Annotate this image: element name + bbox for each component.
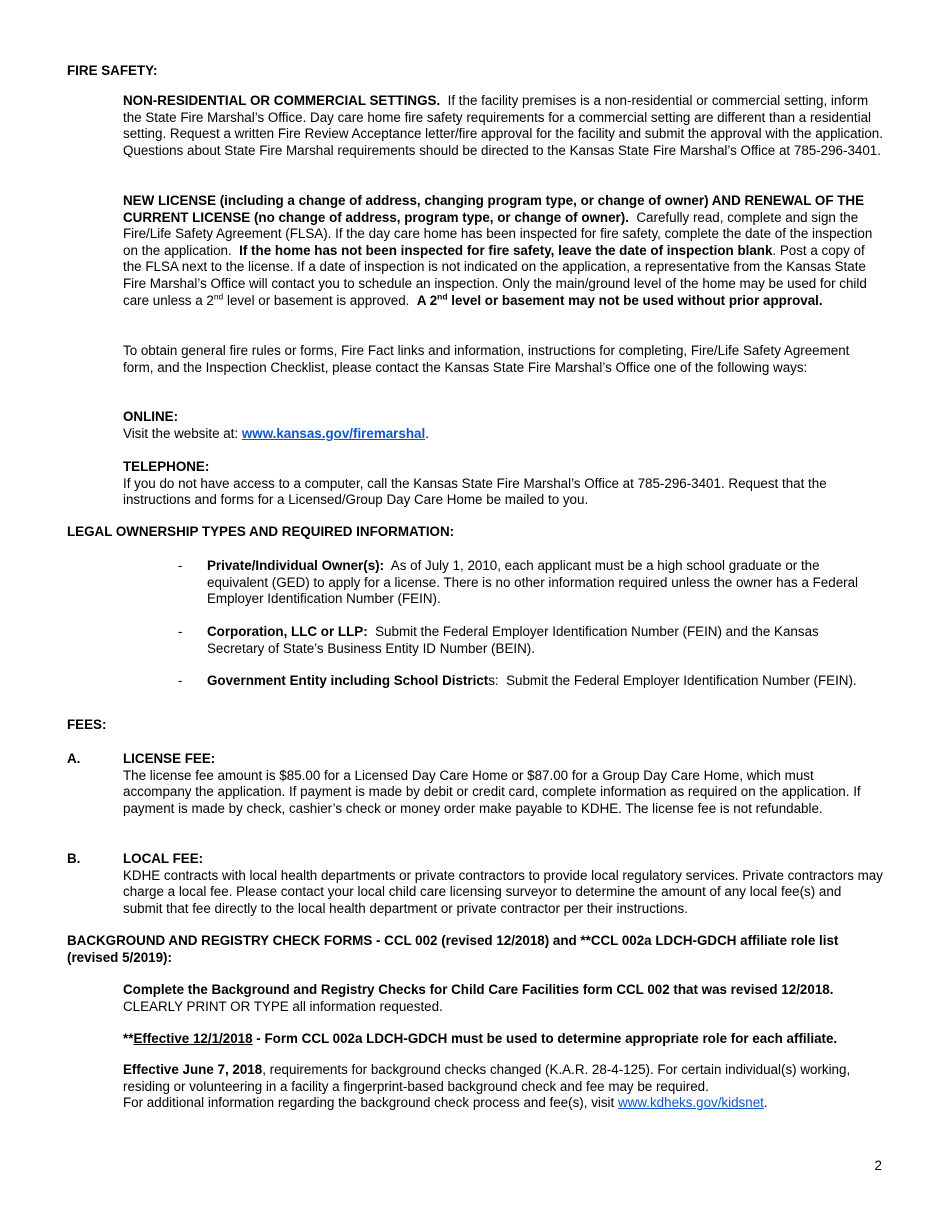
- license-fee-title: LICENSE FEE:: [123, 751, 216, 766]
- ownership-item-label-tail: s:: [488, 673, 499, 688]
- background-complete-bold: Complete the Background and Registry Checks for Child Care Facilities form CCL 002 that was revised 12/2018.: [123, 982, 834, 997]
- nonresidential-title: NON-RESIDENTIAL OR COMMERCIAL SETTINGS.: [123, 93, 441, 108]
- general-info-text: To obtain general fire rules or forms, Fire Fact links and information, instructions for completing, Fire/Life Safety Agreement form, and the Inspection Checklist, please contact the Kansas State Fire Marshal’s Office one of the following ways:: [123, 343, 850, 375]
- background-complete-plain: CLEARLY PRINT OR TYPE all information requested.: [123, 998, 443, 1014]
- new-license-body1: Carefully read, complete and sign the Fire/Life Safety Agreement (FLSA). If the day care home has been inspected for fire safety, complete the date of the inspection on the application.: [123, 209, 873, 258]
- effective-date-2: Effective June 7, 2018: [123, 1062, 263, 1077]
- local-fee-title: LOCAL FEE:: [123, 851, 204, 866]
- ownership-item: [207, 558, 867, 608]
- online-section: [123, 409, 883, 442]
- effective-2-line2: For additional information regarding the background check process and fee(s), visit: [123, 1095, 615, 1111]
- bullet-dash: -: [178, 673, 183, 688]
- general-info-paragraph: [123, 343, 883, 376]
- telephone-section: [123, 459, 883, 509]
- new-license-sup2: nd: [437, 291, 448, 302]
- online-heading: ONLINE:: [123, 409, 179, 424]
- new-license-bold1: If the home has not been inspected for fire safety, leave the date of inspection blank: [239, 242, 773, 258]
- background-heading: BACKGROUND AND REGISTRY CHECK FORMS - CCL 002 (revised 12/2018) and **CCL 002a LDCH-GDCH affiliate role list (revised 5/2019):: [67, 933, 839, 965]
- new-license-bold2a: A 2: [416, 292, 438, 308]
- background-complete: [123, 982, 883, 1015]
- page-number: 2: [874, 1158, 882, 1173]
- online-after: .: [425, 425, 429, 441]
- fire-safety-heading: FIRE SAFETY:: [67, 63, 158, 78]
- nonresidential-body: If the facility premises is a non-residential or commercial setting, inform the State Fire Marshal’s Office. Day care home fire safety requirements for a commercial setting are different than a residential setting. Request a written Fire Review Acceptance letter/fire approval for the facility and submit the approval with the application. Questions about State Fire Marshal requirements should be directed to the Kansas State Fire Marshal’s Office at 785-296-3401.: [123, 93, 883, 158]
- effective-2-after: .: [763, 1095, 768, 1111]
- ownership-item: [207, 624, 867, 657]
- ownership-item-label: Private/Individual Owner(s):: [207, 558, 385, 573]
- ownership-item-text: Submit the Federal Employer Identification Number (FEIN) and the Kansas Secretary of State’s Business Entity ID Number (BEIN).: [207, 624, 819, 656]
- fee-letter-b: B.: [67, 851, 81, 866]
- bullet-dash: -: [178, 558, 183, 573]
- ownership-item-label: Corporation, LLC or LLP:: [207, 624, 368, 639]
- ownership-heading: LEGAL OWNERSHIP TYPES AND REQUIRED INFORMATION:: [67, 524, 455, 539]
- ownership-item: [207, 673, 867, 690]
- fees-heading: FEES:: [67, 717, 107, 732]
- new-license-title: NEW LICENSE (including a change of address, changing program type, or change of owner) AND RENEWAL OF THE CURRENT LICENSE (no change of address, program type, or change of owner).: [123, 193, 865, 225]
- effective-2-body: , requirements for background checks changed (K.A.R. 28-4-125). For certain individual(s) working, residing or volunteering in a facility a fingerprint-based background check and fee may be required.: [123, 1062, 851, 1094]
- background-effective-2: [123, 1062, 883, 1112]
- effective-1-rest: - Form CCL 002a LDCH-GDCH must be used to determine appropriate role for each affiliate.: [252, 1031, 838, 1046]
- new-license-body2: . Post a copy of the FLSA next to the license. If a date of inspection is not indicated on the application, a representative from the Kansas State Fire Marshal’s Office will contact you to schedule an inspection. Only the main/ground level of the home may be used for child care unless a 2: [123, 242, 867, 308]
- background-effective-1: [123, 1031, 883, 1048]
- telephone-text: If you do not have access to a computer, call the Kansas State Fire Marshal’s Office at 785-296-3401. Request that the instructions and forms for a Licensed/Group Day Care Home be mailed to you.: [123, 475, 827, 508]
- online-text: Visit the website at:: [123, 425, 239, 441]
- local-fee-section: [123, 851, 883, 917]
- local-fee-body: KDHE contracts with local health departments or private contractors to provide local regulatory services. Private contractors may charge a local fee. Please contact your local child care licensing surveyor to determine the amount of any local fee(s) and submit that fee directly to the local health department or private contractor per their instructions.: [123, 867, 883, 916]
- new-license-body3: level or basement is approved.: [223, 292, 410, 308]
- ownership-item-text: Submit the Federal Employer Identification Number (FEIN).: [506, 673, 857, 688]
- fee-letter-a: A.: [67, 751, 81, 766]
- new-license-paragraph: [123, 193, 883, 309]
- license-fee-body: The license fee amount is $85.00 for a Licensed Day Care Home or $87.00 for a Group Day Care Home, which must accompany the application. If payment is made by debit or credit card, complete information as required on the application. If payment is made by check, cashier’s check or money order make payable to KDHE. The license fee is not refundable.: [123, 767, 861, 816]
- ownership-item-text: As of July 1, 2010, each applicant must be a high school graduate or the equivalent (GED) to apply for a license. There is no other information required unless the owner has a Federal Employer Identification Number (FEIN).: [207, 558, 859, 607]
- nonresidential-paragraph: [123, 93, 883, 159]
- kidsnet-link[interactable]: www.kdheks.gov/kidsnet: [617, 1095, 764, 1111]
- firemarshal-link[interactable]: www.kansas.gov/firemarshal: [241, 425, 426, 441]
- telephone-heading: TELEPHONE:: [123, 459, 210, 474]
- effective-date-1: Effective 12/1/2018: [133, 1031, 253, 1046]
- bullet-dash: -: [178, 624, 183, 639]
- ownership-item-label: Government Entity including School District: [207, 673, 489, 688]
- new-license-bold2b: level or basement may not be used without prior approval.: [447, 292, 823, 308]
- license-fee-section: [123, 751, 883, 817]
- effective-stars: **: [123, 1031, 134, 1046]
- new-license-sup1: nd: [213, 291, 224, 302]
